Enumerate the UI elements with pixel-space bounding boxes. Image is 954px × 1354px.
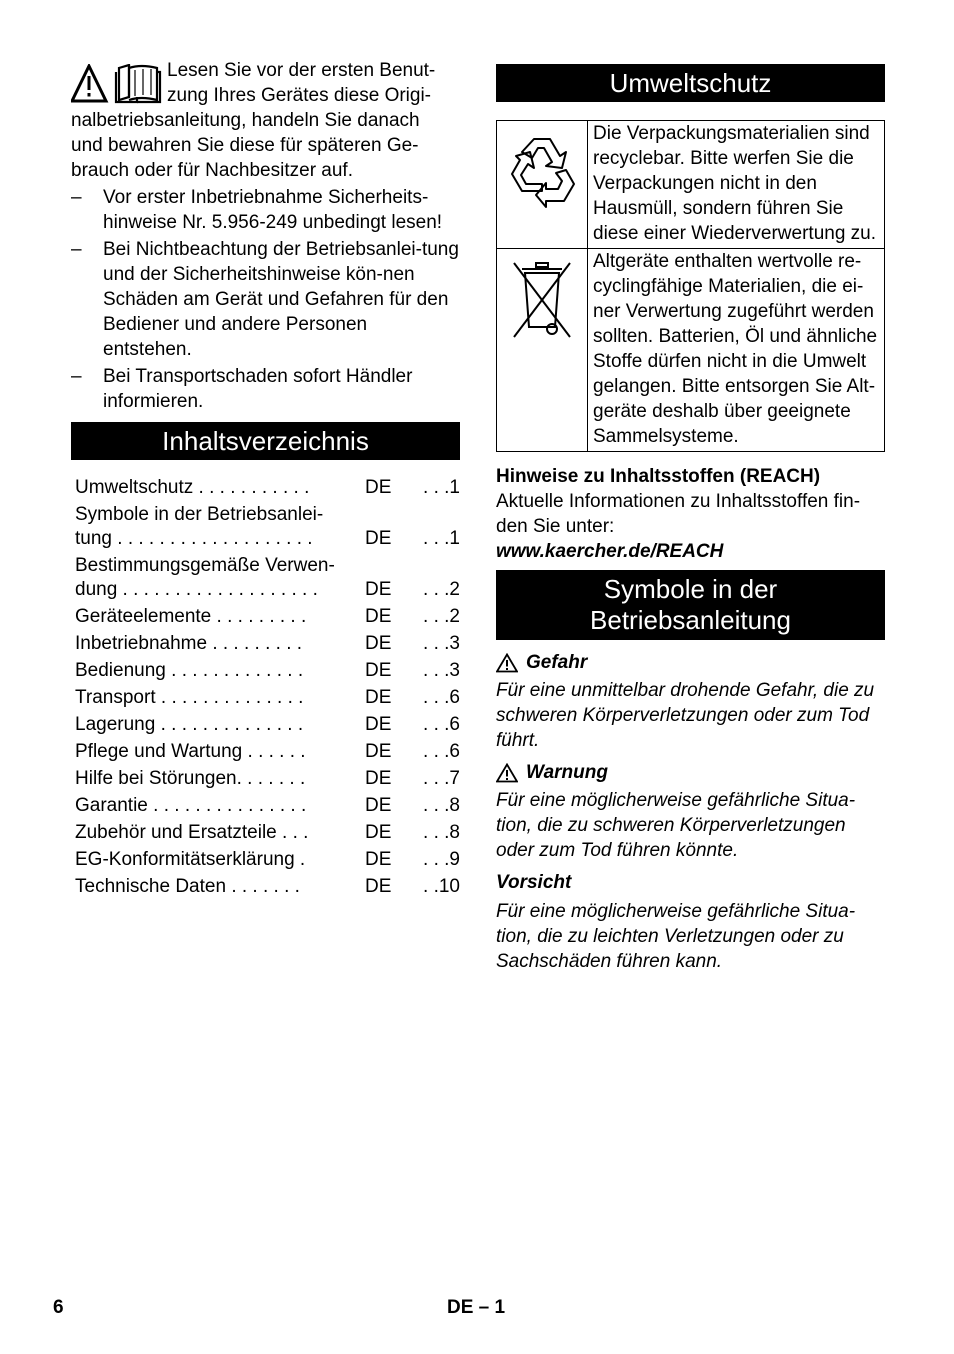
toc-entry-language: DE <box>365 528 392 549</box>
intro-line-3: nalbetriebsanleitung, handeln Sie danach <box>71 110 420 131</box>
intro-line-4: und bewahren Sie diese für späteren Ge- <box>71 135 419 156</box>
intro-line-1: Lesen Sie vor der ersten Benut- <box>167 60 436 81</box>
warning-manual-icon <box>71 64 163 104</box>
toc-entry-title-line: Technische Daten . . . . . . . <box>75 876 300 897</box>
toc-entry-title <box>71 713 365 737</box>
toc-entry-title-line: Pflege und Wartung . . . . . . <box>75 741 306 762</box>
toc-entry-title-line: Umweltschutz . . . . . . . . . . . <box>75 477 310 498</box>
toc-entry[interactable] <box>71 794 460 818</box>
toc-entry-page: . . .7 <box>423 768 460 789</box>
toc-entry[interactable] <box>71 713 460 737</box>
reach-section <box>496 464 885 564</box>
intro-line-2: zung Ihres Gerätes diese Origi- <box>167 85 432 106</box>
symbole-heading <box>496 570 885 640</box>
toc-entry-title-line: Hilfe bei Störungen. . . . . . . <box>75 768 306 789</box>
bullet-dash: – <box>71 187 82 208</box>
reach-text: Aktuelle Informationen zu Inhaltsstoffen fin-den Sie unter: <box>496 491 861 537</box>
gefahr-title-row <box>496 650 885 675</box>
symbole-heading-line2: Betriebsanleitung <box>590 605 791 635</box>
vorsicht-title: Vorsicht <box>496 872 572 893</box>
toc-entry-language: DE <box>365 660 392 681</box>
toc-entry-page: . . .1 <box>423 477 460 498</box>
right-column <box>496 64 885 974</box>
toc-entry-title-line: Geräteelemente . . . . . . . . . <box>75 606 307 627</box>
toc-entry[interactable] <box>71 686 460 710</box>
toc-entry-title <box>71 554 365 602</box>
toc-entry-title <box>71 659 365 683</box>
crossed-bin-icon <box>512 261 572 341</box>
env-icon-cell <box>497 121 588 249</box>
toc-entry-page: . . .6 <box>423 741 460 762</box>
warnung-title: Warnung <box>526 762 608 783</box>
toc-entry-language: DE <box>365 579 392 600</box>
toc-entry-title-line: Bedienung . . . . . . . . . . . . . <box>75 660 304 681</box>
toc-entry-title-line: EG-Konformitätserklärung . <box>75 849 306 870</box>
toc-entry-title <box>71 767 365 791</box>
left-column <box>71 58 460 902</box>
toc-entry-title <box>71 875 365 899</box>
intro-bullet-list <box>71 185 460 414</box>
toc-entry[interactable] <box>71 632 460 656</box>
bullet-text: Bei Nichtbeachtung der Betriebsanlei-tung und der Sicherheitshinweise kön-nen Schäden am Gerät und Gefahren für den Bediener und andere Personen entstehen. <box>103 239 459 360</box>
toc-entry-title <box>71 632 365 656</box>
toc-entry-title <box>71 476 365 500</box>
toc-entry-title-line: Transport . . . . . . . . . . . . . . <box>75 687 304 708</box>
toc-entry-title <box>71 503 365 551</box>
list-item <box>71 364 460 414</box>
gefahr-text: Für eine unmittelbar drohende Gefahr, die zu schweren Körperverletzungen oder zum Tod führt. <box>496 680 875 751</box>
toc-entry-title <box>71 821 365 845</box>
recycle-icon <box>504 133 580 211</box>
bullet-text: Bei Transportschaden sofort Händler informieren. <box>103 366 413 412</box>
symbole-heading-line1: Symbole in der <box>603 574 778 604</box>
intro-section <box>71 58 460 183</box>
toc-entry-title-line: Inbetriebnahme . . . . . . . . . <box>75 633 303 654</box>
page-number: 6 <box>53 1297 64 1318</box>
toc-entry-language: DE <box>365 795 392 816</box>
toc-entry-language: DE <box>365 849 392 870</box>
toc-entry-page: . . .8 <box>423 822 460 843</box>
toc-entry-page: . . .8 <box>423 795 460 816</box>
toc-entry-language: DE <box>365 714 392 735</box>
toc-entry-title-line: dung . . . . . . . . . . . . . . . . . . . <box>75 579 318 600</box>
bullet-text: Vor erster Inbetriebnahme Sicherheits-hinweise Nr. 5.956-249 unbedingt lesen! <box>103 187 443 233</box>
list-item <box>71 237 460 362</box>
toc-entry-title <box>71 605 365 629</box>
toc-entry-language: DE <box>365 606 392 627</box>
toc-entry[interactable] <box>71 740 460 764</box>
gefahr-title: Gefahr <box>526 652 588 673</box>
toc-entry-page: . . .2 <box>423 579 460 600</box>
toc-entry-language: DE <box>365 687 392 708</box>
toc-entry[interactable] <box>71 503 460 551</box>
footer-page-label: DE – 1 <box>447 1297 506 1318</box>
toc-entry-title-line: Zubehör und Ersatzteile . . . <box>75 822 309 843</box>
toc-entry-title-line: Symbole in der Betriebsanlei- <box>75 504 324 525</box>
toc-entry-language: DE <box>365 876 392 897</box>
toc-entry-language: DE <box>365 768 392 789</box>
toc-entry[interactable] <box>71 767 460 791</box>
toc-entry-language: DE <box>365 633 392 654</box>
reach-link[interactable]: www.kaercher.de/REACH <box>496 541 724 562</box>
toc-entry[interactable] <box>71 875 460 899</box>
toc-entry-page: . . .3 <box>423 660 460 681</box>
toc-entry-title <box>71 686 365 710</box>
toc-entry-title-line: tung . . . . . . . . . . . . . . . . . . . <box>75 528 313 549</box>
warnung-title-row <box>496 760 885 785</box>
env-icon-cell <box>497 249 588 452</box>
toc-entry[interactable] <box>71 821 460 845</box>
umwelt-heading: Umweltschutz <box>496 64 885 102</box>
toc-entry-page: . . .2 <box>423 606 460 627</box>
toc-entry-title-line: Bestimmungsgemäße Verwen- <box>75 555 335 576</box>
env-text-packaging: Die Verpackungsmaterialien sind recyclebar. Bitte werfen Sie die Verpackungen nicht in den Hausmüll, sondern führen Sie diese einer Wiederverwertung zu. <box>588 121 885 249</box>
toc-entry[interactable] <box>71 848 460 872</box>
table-of-contents <box>71 476 460 899</box>
reach-title: Hinweise zu Inhaltsstoffen (REACH) <box>496 466 821 487</box>
vorsicht-text: Für eine möglicherweise gefährliche Situa-tion, die zu leichten Verletzungen oder zu Sachschäden führen kann. <box>496 901 856 972</box>
toc-entry-title-line: Garantie . . . . . . . . . . . . . . . <box>75 795 307 816</box>
table-row <box>497 249 885 452</box>
toc-entry[interactable] <box>71 605 460 629</box>
toc-entry-page: . . .1 <box>423 528 460 549</box>
toc-entry-title <box>71 740 365 764</box>
toc-heading: Inhaltsverzeichnis <box>71 422 460 460</box>
toc-entry[interactable] <box>71 476 460 500</box>
toc-entry-language: DE <box>365 741 392 762</box>
toc-entry-page: . .10 <box>423 876 460 897</box>
env-text-old-devices: Altgeräte enthalten wertvolle re-cyclingfähige Materialien, die ei-ner Verwertung zugeführt werden sollten. Batterien, Öl und ähnliche Stoffe dürfen nicht in die Umwelt gelangen. Bitte entsorgen Sie Alt-geräte deshalb über geeignete Sammelsysteme. <box>588 249 885 452</box>
symbols-section <box>496 650 885 974</box>
toc-entry-title-line: Lagerung . . . . . . . . . . . . . . <box>75 714 304 735</box>
toc-entry-title <box>71 794 365 818</box>
toc-entry-page: . . .6 <box>423 714 460 735</box>
table-row <box>497 121 885 249</box>
bullet-dash: – <box>71 239 82 260</box>
toc-entry-language: DE <box>365 477 392 498</box>
warning-icon <box>496 653 518 673</box>
list-item <box>71 185 460 235</box>
intro-line-5: brauch oder für Nachbesitzer auf. <box>71 160 353 181</box>
warnung-text: Für eine möglicherweise gefährliche Situa-tion, die zu schweren Körperverletzungen oder zum Tod führen könnte. <box>496 790 856 861</box>
warning-icon <box>496 763 518 783</box>
toc-entry-page: . . .6 <box>423 687 460 708</box>
toc-entry[interactable] <box>71 554 460 602</box>
environment-table <box>496 120 885 452</box>
toc-entry[interactable] <box>71 659 460 683</box>
toc-entry-page: . . .3 <box>423 633 460 654</box>
toc-entry-title <box>71 848 365 872</box>
bullet-dash: – <box>71 366 82 387</box>
toc-entry-language: DE <box>365 822 392 843</box>
toc-entry-page: . . .9 <box>423 849 460 870</box>
